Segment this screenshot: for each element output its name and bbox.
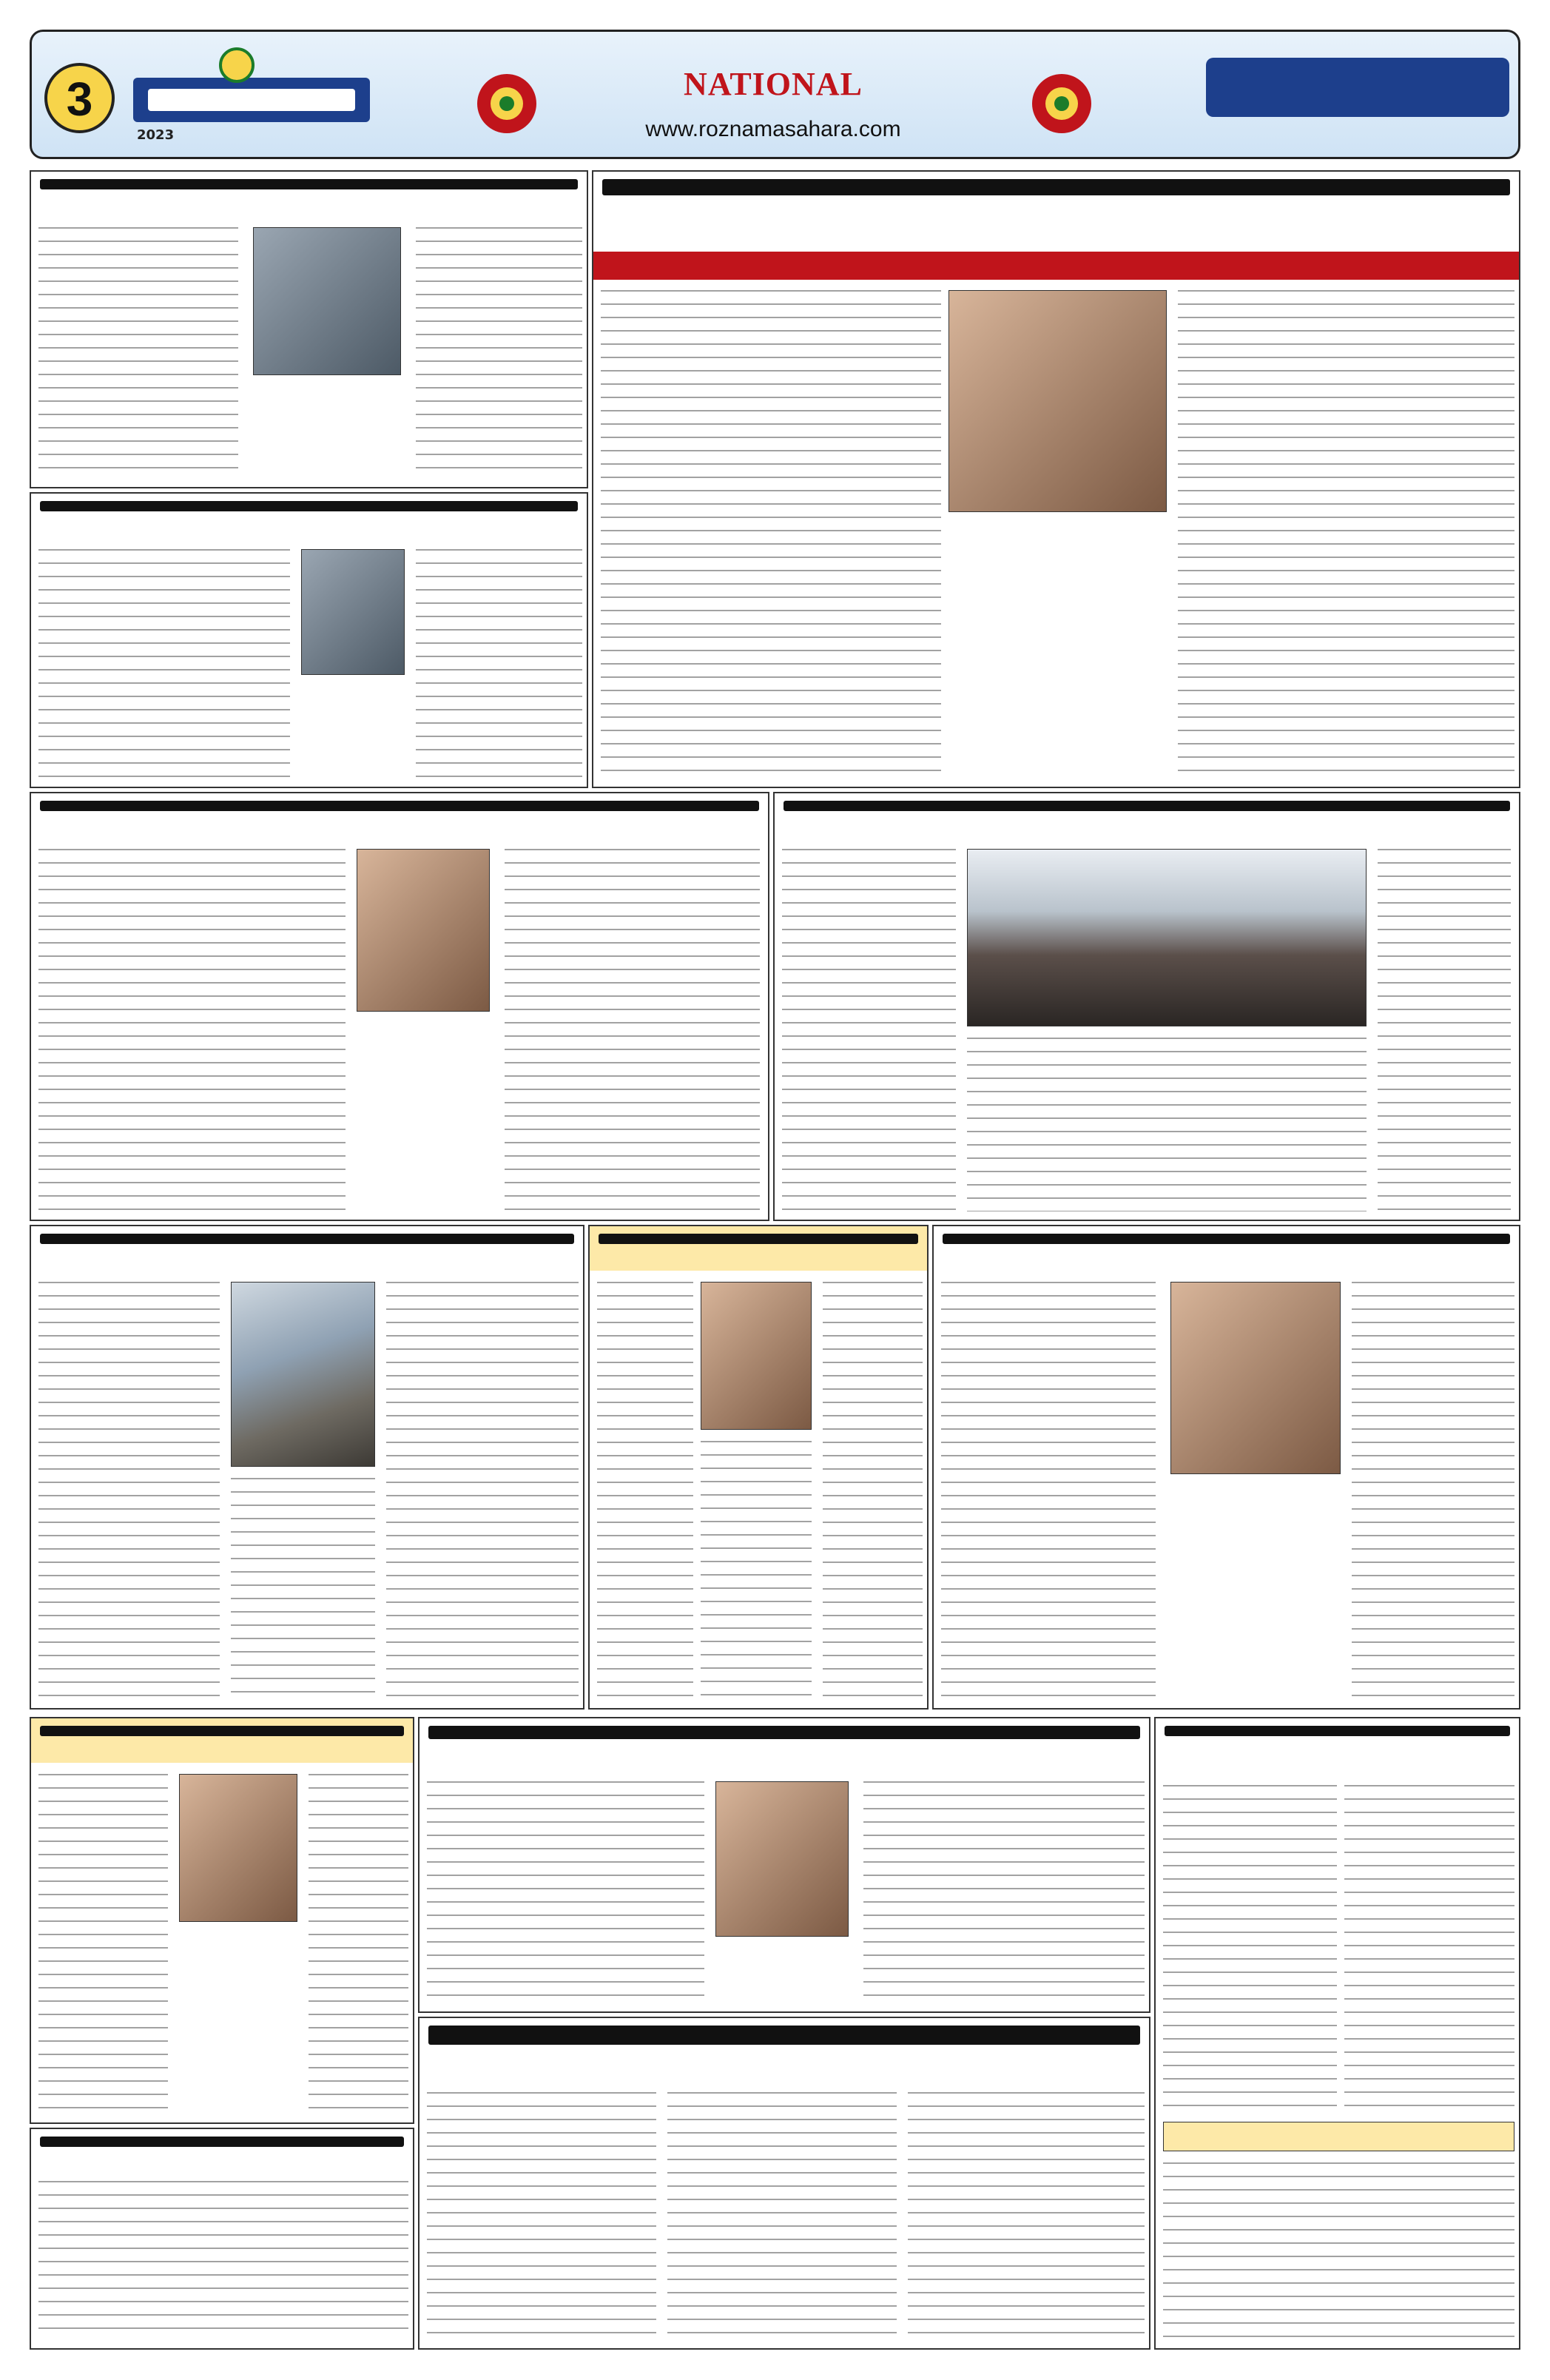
article-photo: [967, 849, 1367, 1026]
subheadline-bar: [593, 252, 1519, 280]
page-number: 3: [44, 63, 115, 133]
article-tharoor-bjp: [30, 492, 588, 788]
article-photo: [231, 1282, 375, 1467]
article-rahul-priyanka-hazratbal: [773, 792, 1520, 1221]
flower-emblem-icon: [1028, 70, 1095, 137]
newspaper-logo-icon: [133, 44, 377, 141]
website-url[interactable]: www.roznamasahara.com: [645, 117, 901, 141]
article-photo: [715, 1781, 849, 1937]
article-morbi-bridge: [30, 1225, 584, 1710]
flower-emblem-icon: [474, 70, 540, 137]
article-adani-rich-list: [418, 2017, 1150, 2350]
section-logo-icon: [1199, 43, 1517, 132]
article-photo: [701, 1282, 812, 1430]
article-kushwaha-statement: [30, 1717, 414, 2124]
article-photo: [357, 849, 490, 1012]
article-photo: [1170, 1282, 1341, 1474]
article-photo: [948, 290, 1167, 512]
article-gdp-survey: [592, 170, 1520, 788]
sub-section-label: [1163, 2122, 1514, 2151]
article-photo: [301, 549, 405, 675]
section-title: NATIONAL: [684, 66, 863, 102]
article-pm-cares-statement: [1154, 1717, 1520, 2350]
edition-dateline: 2023: [137, 127, 175, 143]
article-supreme-court-labour: [30, 170, 588, 488]
article-photo: [179, 1774, 297, 1922]
article-tmc-leader-bail: [932, 1225, 1520, 1710]
article-andhra-capital-jagan: [588, 1225, 929, 1710]
article-photo: [253, 227, 401, 375]
article-mamata-delhi-leaders: [30, 792, 769, 1221]
article-shinde-budget-meeting: [418, 1717, 1150, 2013]
article-govt-employees-protest: [30, 2128, 414, 2350]
